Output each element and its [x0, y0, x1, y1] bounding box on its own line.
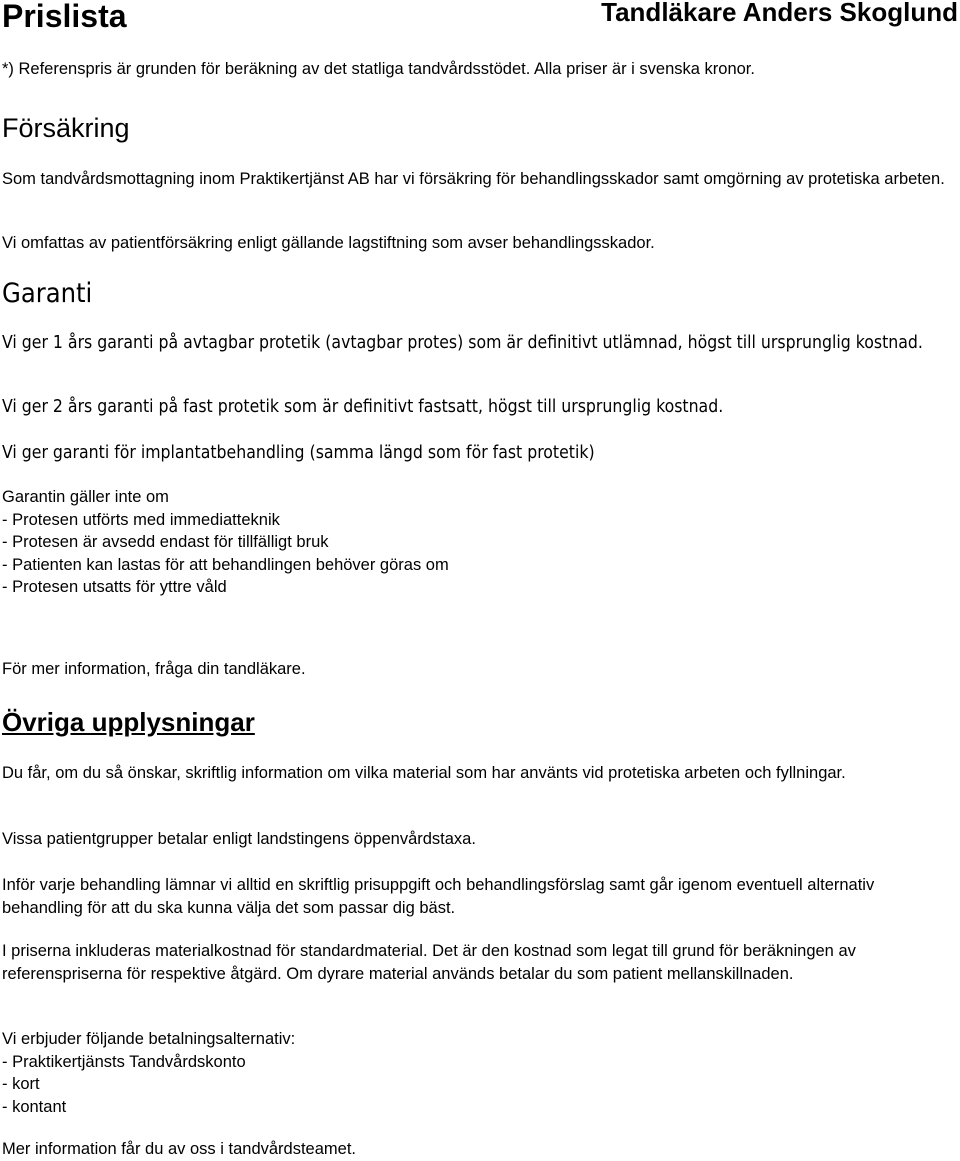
insurance-paragraph-1: Som tandvårdsmottagning inom Praktikertjänst AB har vi försäkring för behandlingsskador samt omgörning av protetiska arbeten. [2, 170, 945, 188]
practice-name: Tandläkare Anders Skoglund [601, 0, 958, 27]
warranty-exceptions-intro: Garantin gäller inte om [2, 488, 169, 506]
other-info-heading: Övriga upplysningar [2, 707, 255, 737]
reference-price-note: *) Referenspris är grunden för beräkning av det statliga tandvårdsstödet. Alla priser är i svenska kronor. [2, 60, 755, 78]
list-item: - Protesen utförts med immediatteknik [2, 510, 280, 529]
other-paragraph-3: Inför varje behandling lämnar vi alltid en skriftlig prisuppgift och behandlingsförslag samt går igenom eventuell alternativ behandling för att du ska kunna välja det som passar dig bäst. [2, 876, 875, 917]
other-paragraph-1: Du får, om du så önskar, skriftlig information om vilka material som har använts vid protetiska arbeten och fyllningar. [2, 764, 846, 782]
warranty-exceptions [2, 486, 952, 599]
insurance-paragraph-2: Vi omfattas av patientförsäkring enligt gällande lagstiftning som avser behandlingsskador. [2, 234, 655, 252]
list-item: - Praktikertjänsts Tandvårdskonto [2, 1052, 246, 1071]
team-info-footer: Mer information får du av oss i tandvårdsteamet. [2, 1140, 356, 1158]
warranty-paragraph-1: Vi ger 1 års garanti på avtagbar protetik (avtagbar protes) som är definitivt utlämnad, högst till ursprunglig kostnad. [2, 333, 923, 353]
warranty-paragraph-2: Vi ger 2 års garanti på fast protetik som är definitivt fastsatt, högst till ursprunglig kostnad. [2, 397, 724, 417]
list-item: - Patienten kan lastas för att behandlingen behöver göras om [2, 555, 449, 574]
warranty-paragraph-3: Vi ger garanti för implantatbehandling (samma längd som för fast protetik) [2, 443, 595, 463]
more-info-text: För mer information, fråga din tandläkare. [2, 660, 306, 678]
list-item: - kort [2, 1075, 40, 1093]
page-header [0, 0, 960, 40]
list-item: - kontant [2, 1097, 67, 1116]
warranty-heading: Garanti [2, 278, 93, 309]
insurance-heading: Försäkring [2, 113, 130, 143]
payment-options [2, 1028, 952, 1118]
other-paragraph-2: Vissa patientgrupper betalar enligt landstingens öppenvårdstaxa. [2, 830, 476, 848]
list-item: - Protesen är avsedd endast för tillfälligt bruk [2, 533, 329, 551]
page-title: Prislista [2, 0, 127, 34]
list-item: - Protesen utsatts för yttre våld [2, 578, 227, 596]
payment-intro: Vi erbjuder följande betalningsalternativ: [2, 1030, 296, 1048]
other-paragraph-4: I priserna inkluderas materialkostnad för standardmaterial. Det är den kostnad som legat till grund för beräkningen av referenspriserna för respektive åtgärd. Om dyrare material används betalar du som patient mellanskillnaden. [2, 942, 856, 983]
